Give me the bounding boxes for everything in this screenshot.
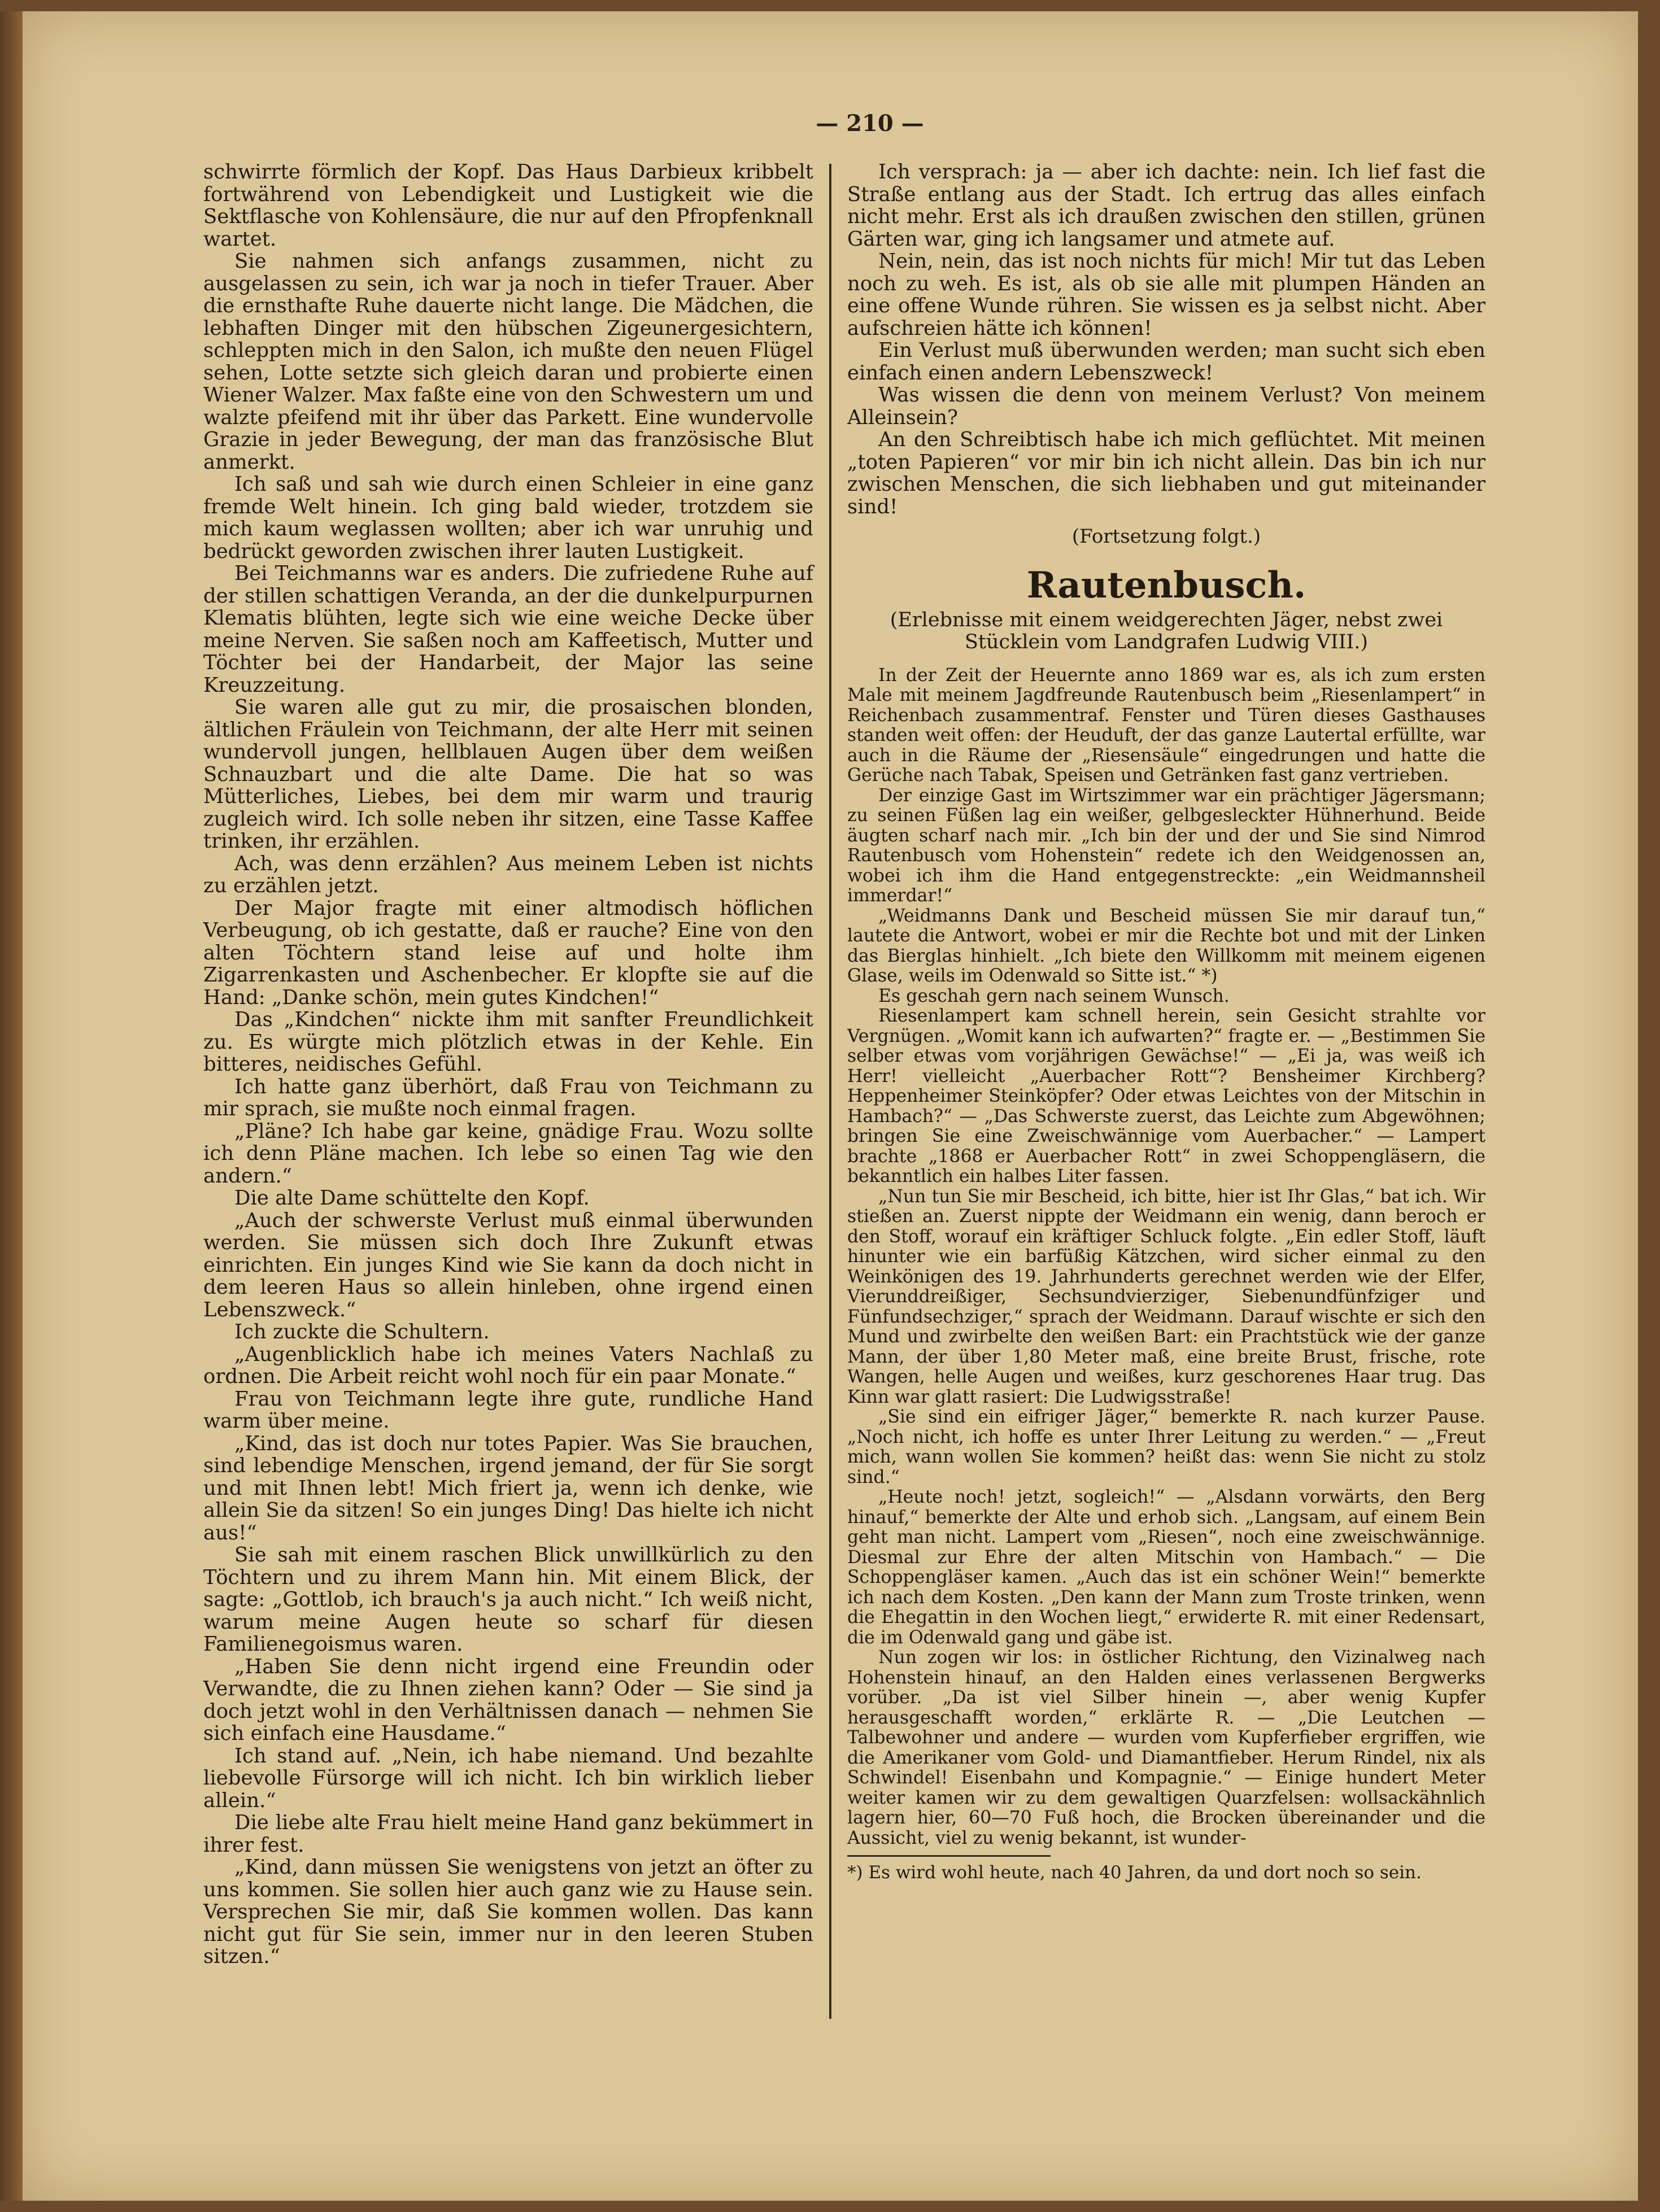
footnote: *) Es wird wohl heute, nach 40 Jahren, da und dort noch so sein.	[847, 1862, 1422, 1883]
story-continuation	[847, 161, 1485, 518]
paragraph: „Kind, das ist doch nur totes Papier. Was Sie brauchen, sind lebendige Menschen, irgend jemand, der für Sie sorgt und mit Ihnen lebt! Mich friert ja, wenn ich denke, wie allein Sie da sitzen! So ein junges Ding! Das hielte ich nicht aus!“	[203, 1432, 813, 1545]
paragraph: Die liebe alte Frau hielt meine Hand ganz bekümmert in ihrer fest.	[203, 1811, 813, 1857]
paragraph: Der einzige Gast im Wirtszimmer war ein prächtiger Jägersmann; zu seinen Füßen lag ein weißer, gelbgesleckter Hühnerhund. Beide äugten scharf nach mir. „Ich bin der und der und Sie sind Nimrod Rautenbusch vom Hohenstein“ redete ich den Weidgenossen an, wobei ich ihm die Hand entgegenstreckte: „ein Weidmannsheil immerdar!“	[847, 785, 1485, 906]
paragraph: Riesenlampert kam schnell herein, sein Gesicht strahlte vor Vergnügen. „Womit kann ich aufwarten?“ fragte er. — „Bestimmen Sie selber etwas vom vorjährigen Gewächse!“ — „Ei ja, was weiß ich Herr! vielleicht „Auerbacher Rott“? Bensheimer Kirchberg? Heppenheimer Steinköpfer? Oder etwas Leichtes von der Mitschin in Hambach?“ — „Das Schwerste zuerst, das Leichte zum Abgewöhnen; bringen Sie eine Zweischwännige vom Auerbacher.“ — Lampert brachte „1868 er Auerbacher Rott“ in zwei Schoppengläsern, die bekanntlich ein halbes Liter fassen.	[847, 1006, 1485, 1186]
paragraph: Ich hatte ganz überhört, daß Frau von Teichmann zu mir sprach, sie mußte noch einmal fragen.	[203, 1075, 813, 1120]
paragraph: Frau von Teichmann legte ihre gute, rundliche Hand warm über meine.	[203, 1387, 813, 1433]
paragraph: „Haben Sie denn nicht irgend eine Freundin oder Verwandte, die zu Ihnen ziehen kann? Oder — Sie sind ja doch jetzt wohl in den Verhältnissen danach — nehmen Sie sich einfach eine Hausdame.“	[203, 1655, 813, 1745]
paragraph: „Nun tun Sie mir Bescheid, ich bitte, hier ist Ihr Glas,“ bat ich. Wir stießen an. Zuerst nippte der Weidmann ein wenig, dann beroch er den Stoff, worauf ein kräftiger Schluck folgte. „Ein edler Stoff, läuft hinunter wie ein barfüßig Kätzchen, wird sicher einmal zu den Weinkönigen des 19. Jahrhunderts gerechnet werden wie der Elfer, Vierunddreißiger, Sechsundvierziger, Siebenundfünfziger und Fünfundsechziger,“ sprach der Weidmann. Darauf wischte er sich den Mund und zwirbelte den weißen Bart: ein Prachtstück wie der ganze Mann, der über 1,80 Meter maß, eine breite Brust, frische, rote Wangen, helle Augen und weißes, kurz geschorenes Haar trug. Das Kinn war glatt rasiert: Die Ludwigsstraße!	[847, 1186, 1485, 1407]
page-number: — 210 —	[816, 110, 924, 137]
footnote-rule	[847, 1855, 1051, 1857]
paragraph: Es geschah gern nach seinem Wunsch.	[878, 985, 1230, 1006]
paragraph: Ein Verlust muß überwunden werden; man sucht sich eben einfach einen andern Lebenszweck!	[847, 339, 1485, 385]
paragraph: Ich saß und sah wie durch einen Schleier in eine ganz fremde Welt hinein. Ich ging bald wieder, trotzdem sie mich kaum weglassen wollten; aber ich war unruhig und bedrückt geworden zwischen ihrer lauten Lustigkeit.	[203, 473, 813, 563]
left-column	[203, 161, 813, 1968]
paragraph: „Sie sind ein eifriger Jäger,“ bemerkte R. nach kurzer Pause. „Noch nicht, ich hoffe es unter Ihrer Leitung zu werden.“ — „Freut mich, wann wollen Sie kommen? heißt das: wenn Sie nicht zu stolz sind.“	[847, 1407, 1485, 1487]
paragraph: Sie sah mit einem raschen Blick unwillkürlich zu den Töchtern und zu ihrem Mann hin. Mit einem Blick, der sagte: „Gottlob, ich brauch's ja auch nicht.“ Ich weiß nicht, warum meine Augen heute so scharf für diesen Familienegoismus waren.	[203, 1543, 813, 1656]
paragraph: An den Schreibtisch habe ich mich geflüchtet. Mit meinen „toten Papieren“ vor mir bin ich nicht allein. Das bin ich nur zwischen Menschen, die sich liebhaben und gut miteinander sind!	[847, 428, 1485, 518]
paragraph: „Kind, dann müssen Sie wenigstens von jetzt an öfter zu uns kommen. Sie sollen hier auch ganz wie zu Hause sein. Versprechen Sie mir, daß Sie kommen wollen. Das kann nicht gut für Sie sein, immer nur in den leeren Stuben sitzen.“	[203, 1856, 813, 1968]
paragraph: In der Zeit der Heuernte anno 1869 war es, als ich zum ersten Male mit meinem Jagdfreunde Rautenbusch beim „Riesenlampert“ in Reichenbach zusammentraf. Fenster und Türen dieses Gasthauses standen weit offen: der Heuduft, der das ganze Lautertal erfüllte, war auch in die Räume der „Riesensäule“ eingedrungen und hatte die Gerüche nach Tabak, Speisen und Getränken fast ganz vertrieben.	[847, 665, 1485, 786]
paragraph: Nun zogen wir los: in östlicher Richtung, den Vizinalweg nach Hohenstein hinauf, an den Halden eines verlassenen Bergwerks vorüber. „Da ist viel Silber hinein —, aber wenig Kupfer herausgeschafft worden,“ erklärte R. — „Die Leutchen — Talbewohner und andere — wurden vom Kupferfieber ergriffen, wie die Amerikaner vom Gold- und Diamantfieber. Herum Rindel, nix als Schwindel! Eisenbahn und Kompagnie.“ — Einige hundert Meter weiter kamen wir zu dem gewaltigen Quarzfelsen: wollsackähnlich lagern hier, 60—70 Fuß hoch, die Brocken übereinander und die Aussicht, viel zu wenig bekannt, ist wunder-	[847, 1647, 1485, 1848]
paragraph: Ich stand auf. „Nein, ich habe niemand. Und bezahlte liebevolle Fürsorge will ich nicht. Ich bin wirklich lieber allein.“	[203, 1744, 813, 1812]
right-column	[847, 161, 1485, 1883]
paragraph: Sie waren alle gut zu mir, die prosaischen blonden, ältlichen Fräulein von Teichmann, der alte Herr mit seinen wundervoll jungen, hellblauen Augen über dem weißen Schnauzbart und die alte Dame. Die hat so was Mütterliches, Liebes, bei dem mir warm und traurig zugleich wird. Ich solle neben ihr sitzen, eine Tasse Kaffee trinken, ihr erzählen.	[203, 696, 813, 853]
paragraph: „Augenblicklich habe ich meines Vaters Nachlaß zu ordnen. Die Arbeit reicht wohl noch für ein paar Monate.“	[203, 1342, 813, 1388]
paragraph: „Weidmanns Dank und Bescheid müssen Sie mir darauf tun,“ lautete die Antwort, wobei er mir die Rechte bot und mit der Linken das Bierglas hinhielt. „Ich biete den Willkomm mit meinem eigenen Glase, weils im Odenwald so Sitte ist.“ *)	[847, 905, 1485, 986]
paragraph: Nein, nein, das ist noch nichts für mich! Mir tut das Leben noch zu weh. Es ist, als ob sie alle mit plumpen Händen an eine offene Wunde rühren. Sie wissen es ja selbst nicht. Aber aufschreien hätte ich können!	[847, 250, 1485, 340]
article-subtitle: (Erlebnisse mit einem weidgerechten Jäger, nebst zwei Stücklein vom Landgrafen Ludwig VIII.)	[890, 608, 1443, 653]
paragraph: Ach, was denn erzählen? Aus meinem Leben ist nichts zu erzählen jetzt.	[203, 852, 813, 897]
paragraph: Das „Kindchen“ nickte ihm mit sanfter Freundlichkeit zu. Es würgte mich plötzlich etwas in der Kehle. Ein bitteres, neidisches Gefühl.	[203, 1008, 813, 1076]
paragraph: Was wissen die denn von meinem Verlust? Von meinem Alleinsein?	[847, 383, 1485, 429]
article-body	[847, 666, 1485, 1849]
paragraph: „Pläne? Ich habe gar keine, gnädige Frau. Wozu sollte ich denn Pläne machen. Ich lebe so einen Tag wie den andern.“	[203, 1119, 813, 1188]
paragraph: schwirrte förmlich der Kopf. Das Haus Darbieux kribbelt fortwährend von Lebendigkeit und Lustigkeit wie die Sektflasche von Kohlensäure, die nur auf den Pfropfenknall wartet.	[203, 160, 813, 251]
paragraph: Die alte Dame schüttelte den Kopf.	[234, 1186, 590, 1210]
paragraph: Ich versprach: ja — aber ich dachte: nein. Ich lief fast die Straße entlang aus der Stadt. Ich ertrug das alles einfach nicht mehr. Erst als ich draußen zwischen den stillen, grünen Gärten war, ging ich langsamer und atmete auf.	[847, 160, 1485, 251]
paragraph: Der Major fragte mit einer altmodisch höflichen Verbeugung, ob ich gestatte, daß er rauche? Eine von den alten Töchtern stand leise auf und holte ihm Zigarrenkasten und Aschenbecher. Er klopfte sie auf die Hand: „Danke schön, mein gutes Kindchen!“	[203, 896, 813, 1009]
paragraph: „Heute noch! jetzt, sogleich!“ — „Alsdann vorwärts, den Berg hinauf,“ bemerkte der Alte und erhob sich. „Langsam, auf einem Bein geht man nicht. Lampert vom „Riesen“, noch eine zweischwännige. Diesmal zur Ehre der alten Mitschin von Hambach.“ — Die Schoppengläser kamen. „Auch das ist ein schöner Wein!“ bemerkte ich nach dem Kosten. „Den kann der Mann zum Troste trinken, wenn die Ehegattin in den Wochen liegt,“ erwiderte R. mit einer Redensart, die im Odenwald gang und gäbe ist.	[847, 1487, 1485, 1648]
continuation-note: (Fortsetzung folgt.)	[1071, 525, 1261, 548]
paragraph: Sie nahmen sich anfangs zusammen, nicht zu ausgelassen zu sein, ich war ja noch in tiefer Trauer. Aber die ernsthafte Ruhe dauerte nicht lange. Die Mädchen, die lebhaften Dinger mit den hübschen Zigeunergesichtern, schleppten mich in den Salon, ich mußte den neuen Flügel sehen, Lotte setzte sich gleich daran und probierte einen Wiener Walzer. Max faßte eine von den Schwestern um und walzte pfeifend mit ihr über das Parkett. Eine wundervolle Grazie in jeder Bewegung, der man das französische Blut anmerkt.	[203, 250, 813, 474]
column-divider	[829, 164, 831, 2019]
paragraph: Bei Teichmanns war es anders. Die zufriedene Ruhe auf der stillen schattigen Veranda, an der die dunkelpurpurnen Klematis blühten, legte sich wie eine weiche Decke über meine Nerven. Sie saßen noch am Kaffeetisch, Mutter und Töchter bei der Handarbeit, der Major las seine Kreuzzeitung.	[203, 562, 813, 697]
page-edge	[0, 11, 23, 2201]
paragraph: Ich zuckte die Schultern.	[234, 1320, 490, 1343]
paragraph: „Auch der schwerste Verlust muß einmal überwunden werden. Sie müssen sich doch Ihre Zukunft etwas einrichten. Ein junges Kind wie Sie kann da doch nicht in dem leeren Haus so allein hinleben, ohne irgend einen Lebenszweck.“	[203, 1208, 813, 1321]
article-title: Rautenbusch.	[1026, 564, 1306, 607]
